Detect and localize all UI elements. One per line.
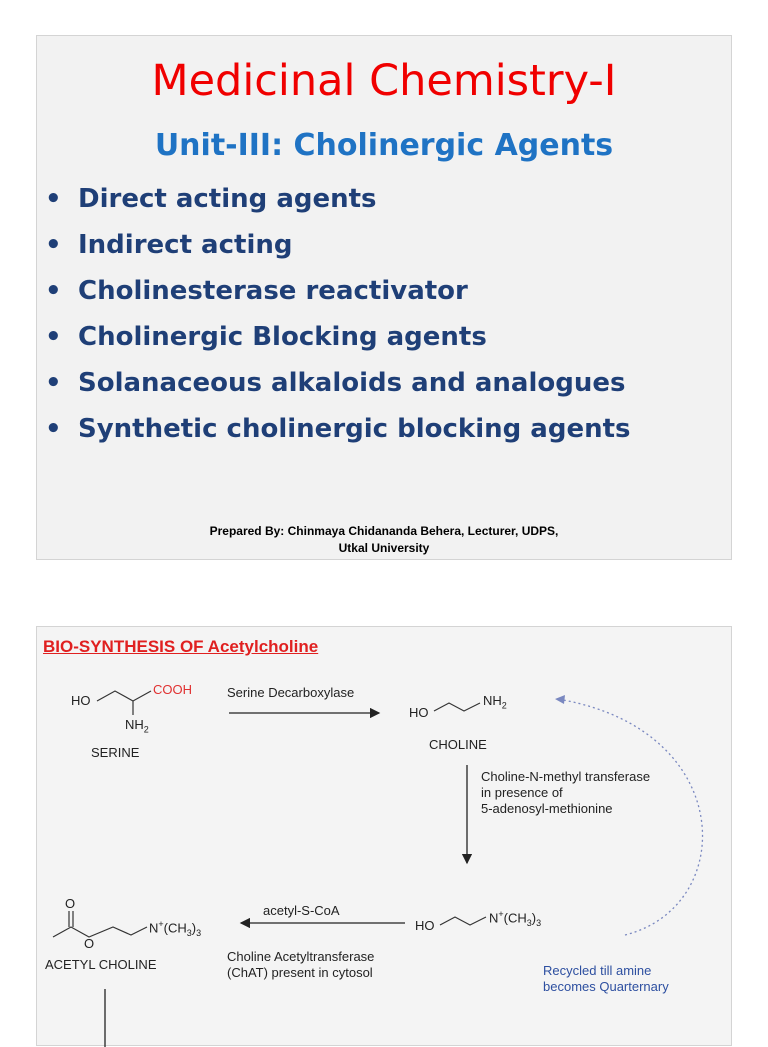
list-item <box>45 176 631 222</box>
step1-enzyme: Serine Decarboxylase <box>227 685 355 700</box>
step2-line-2: in presence of <box>481 785 563 800</box>
list-item <box>45 406 631 452</box>
serine-nh2-label: $NH_2$ <box>125 717 149 735</box>
bullet-icon: • <box>45 414 62 444</box>
serine-bonds <box>97 691 151 701</box>
choline-name: CHOLINE <box>429 737 487 752</box>
step2-line-3: 5-adenosyl-methionine <box>481 801 613 816</box>
list-item <box>45 314 631 360</box>
bullet-icon: • <box>45 276 62 306</box>
list-item-text: Solanaceous alkaloids and analogues <box>78 368 626 398</box>
quat-ho-label: HO <box>415 918 435 933</box>
slide-title: BIO-SYNTHESIS OF Acetylcholine <box>43 637 319 656</box>
topic-list <box>45 176 631 452</box>
choline-bonds <box>434 703 480 711</box>
serine-ho-label: HO <box>71 693 91 708</box>
serine-name: SERINE <box>91 745 140 760</box>
carbonyl-o-label: O <box>65 896 76 911</box>
bullet-icon: • <box>45 184 62 214</box>
slide-subtitle: Unit-III: Cholinergic Agents <box>154 128 614 163</box>
serine-cooh-label: COOH <box>153 682 192 697</box>
bullet-icon: • <box>45 368 62 398</box>
list-item <box>45 222 631 268</box>
ester-o-label: O <box>84 936 95 951</box>
list-item-text: Synthetic cholinergic blocking agents <box>78 414 631 444</box>
credit-line-2: Utkal University <box>338 541 430 555</box>
recycle-arrowhead-icon <box>555 695 565 704</box>
bullet-icon: • <box>45 322 62 352</box>
recycle-note-line-2: becomes Quarternary <box>543 979 669 994</box>
acetylcholine-name: ACETYL CHOLINE <box>45 957 157 972</box>
bullet-icon: • <box>45 230 62 260</box>
step3-enzyme-line-1: Choline Acetyltransferase <box>227 949 375 964</box>
acetylcholine-bonds <box>53 927 147 937</box>
author-credit <box>37 523 731 557</box>
list-item-text: Direct acting agents <box>78 184 377 214</box>
step3-reagent: acetyl-S-CoA <box>263 903 340 918</box>
step2-line-1: Choline-N-methyl transferase <box>481 769 651 784</box>
quat-choline-bonds <box>440 917 486 925</box>
slide-2 <box>36 626 732 1046</box>
recycle-note-line-1: Recycled till amine <box>543 963 652 978</box>
list-item <box>45 360 631 406</box>
list-item-text: Cholinesterase reactivator <box>78 276 468 306</box>
quat-ammonium-label: $N^+(CH_3)_3$ <box>489 909 542 928</box>
list-item <box>45 268 631 314</box>
choline-nh2-label: $NH_2$ <box>483 693 507 711</box>
acetylcholine-ammonium-label: $N^+(CH_3)_3$ <box>149 919 202 938</box>
slide-title: Medicinal Chemistry-I <box>151 56 617 106</box>
slide-1 <box>36 35 732 560</box>
step3-enzyme-line-2: (ChAT) present in cytosol <box>227 965 373 980</box>
list-item-text: Cholinergic Blocking agents <box>78 322 487 352</box>
list-item-text: Indirect acting <box>78 230 293 260</box>
choline-ho-label: HO <box>409 705 429 720</box>
credit-line-1: Prepared By: Chinmaya Chidananda Behera, Lecturer, UDPS, <box>209 524 559 538</box>
recycle-arrow <box>563 700 703 935</box>
